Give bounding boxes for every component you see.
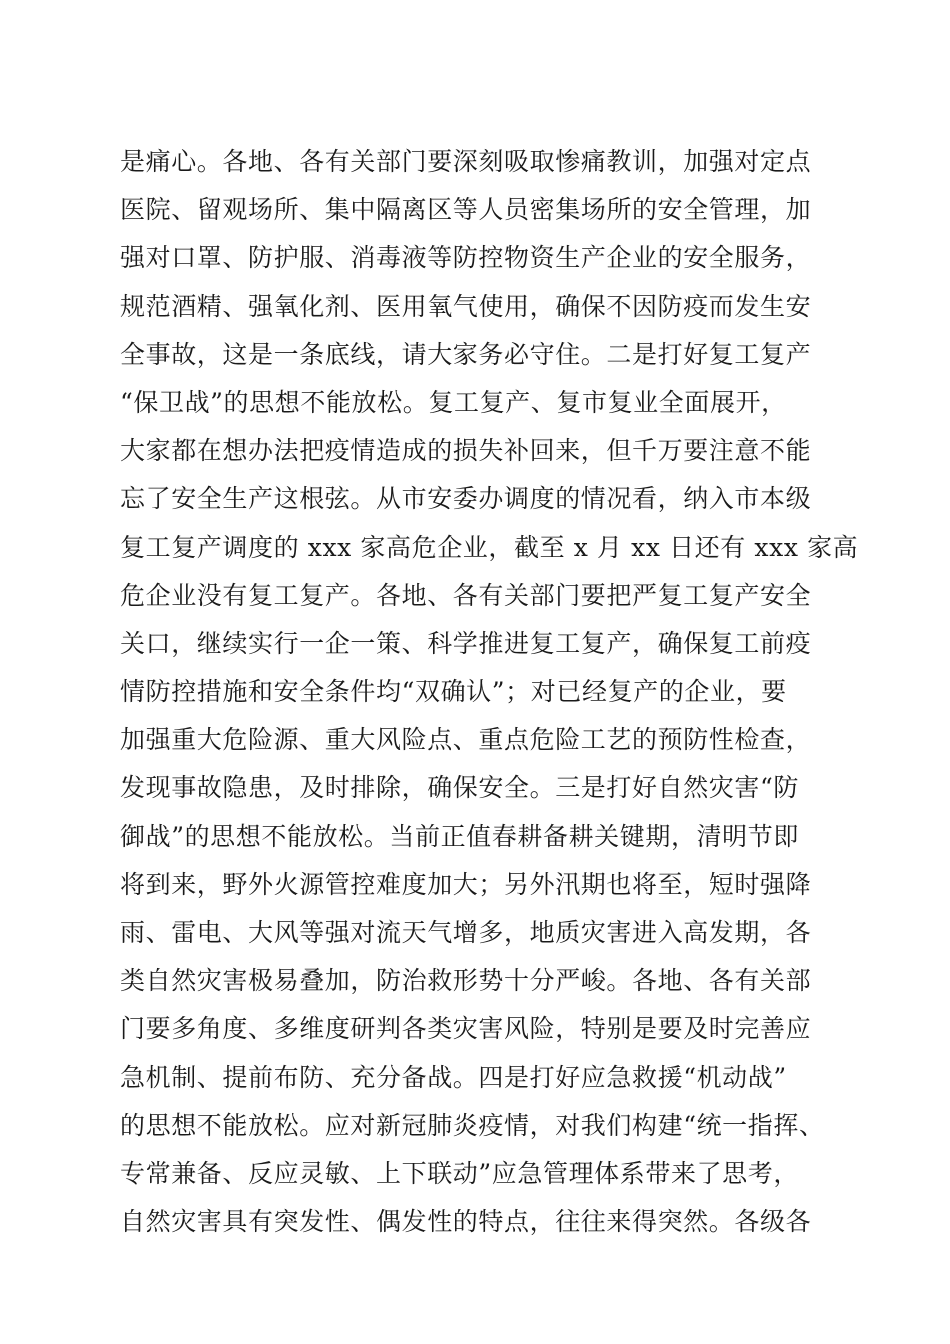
text-line: 发现事故隐患，及时排除，确保安全。三是打好自然灾害“防 <box>120 773 799 803</box>
text-line: 加强重大危险源、重大风险点、重点危险工艺的预防性检查， <box>120 725 812 755</box>
text-line: 强对口罩、防护服、消毒液等防控物资生产企业的安全服务， <box>120 243 812 273</box>
text-line: 大家都在想办法把疫情造成的损失补回来，但千万要注意不能 <box>120 436 812 466</box>
text-line: 急机制、提前布防、充分备战。四是打好应急救援“机动战” <box>120 1062 787 1092</box>
text-line: 忘了安全生产这根弦。从市安委办调度的情况看，纳入市本级 <box>120 484 812 514</box>
text-line: 复工复产调度的 xxx 家高危企业，截至 x 月 xx 日还有 xxx 家高 <box>120 532 859 562</box>
text-line: 御战”的思想不能放松。当前正值春耕备耕关键期，清明节即 <box>120 821 799 851</box>
text-line: 全事故，这是一条底线，请大家务必守住。二是打好复工复产 <box>120 339 812 369</box>
text-line: 专常兼备、反应灵敏、上下联动”应急管理体系带来了思考， <box>120 1158 799 1188</box>
text-line: 医院、留观场所、集中隔离区等人员密集场所的安全管理，加 <box>120 195 812 225</box>
text-line: “保卫战”的思想不能放松。复工复产、复市复业全面展开， <box>120 387 787 417</box>
text-line: 自然灾害具有突发性、偶发性的特点，往往来得突然。各级各 <box>120 1207 812 1237</box>
text-line: 将到来，野外火源管控难度加大；另外汛期也将至，短时强降 <box>120 869 812 899</box>
text-line: 类自然灾害极易叠加，防治救形势十分严峻。各地、各有关部 <box>120 966 812 996</box>
text-line: 关口，继续实行一企一策、科学推进复工复产，确保复工前疫 <box>120 628 812 658</box>
text-line: 危企业没有复工复产。各地、各有关部门要把严复工复产安全 <box>120 580 812 610</box>
text-line: 是痛心。各地、各有关部门要深刻吸取惨痛教训，加强对定点 <box>120 147 812 176</box>
body-paragraph <box>120 138 859 1246</box>
text-line: 雨、雷电、大风等强对流天气增多，地质灾害进入高发期，各 <box>120 918 812 947</box>
text-line: 情防控措施和安全条件均“双确认”；对已经复产的企业，要 <box>120 677 787 707</box>
text-line: 的思想不能放松。应对新冠肺炎疫情，对我们构建“统一指挥、 <box>120 1110 825 1140</box>
text-line: 规范酒精、强氧化剂、医用氧气使用，确保不因防疫而发生安 <box>120 291 812 321</box>
text-line: 门要多角度、多维度研判各类灾害风险，特别是要及时完善应 <box>120 1014 812 1044</box>
